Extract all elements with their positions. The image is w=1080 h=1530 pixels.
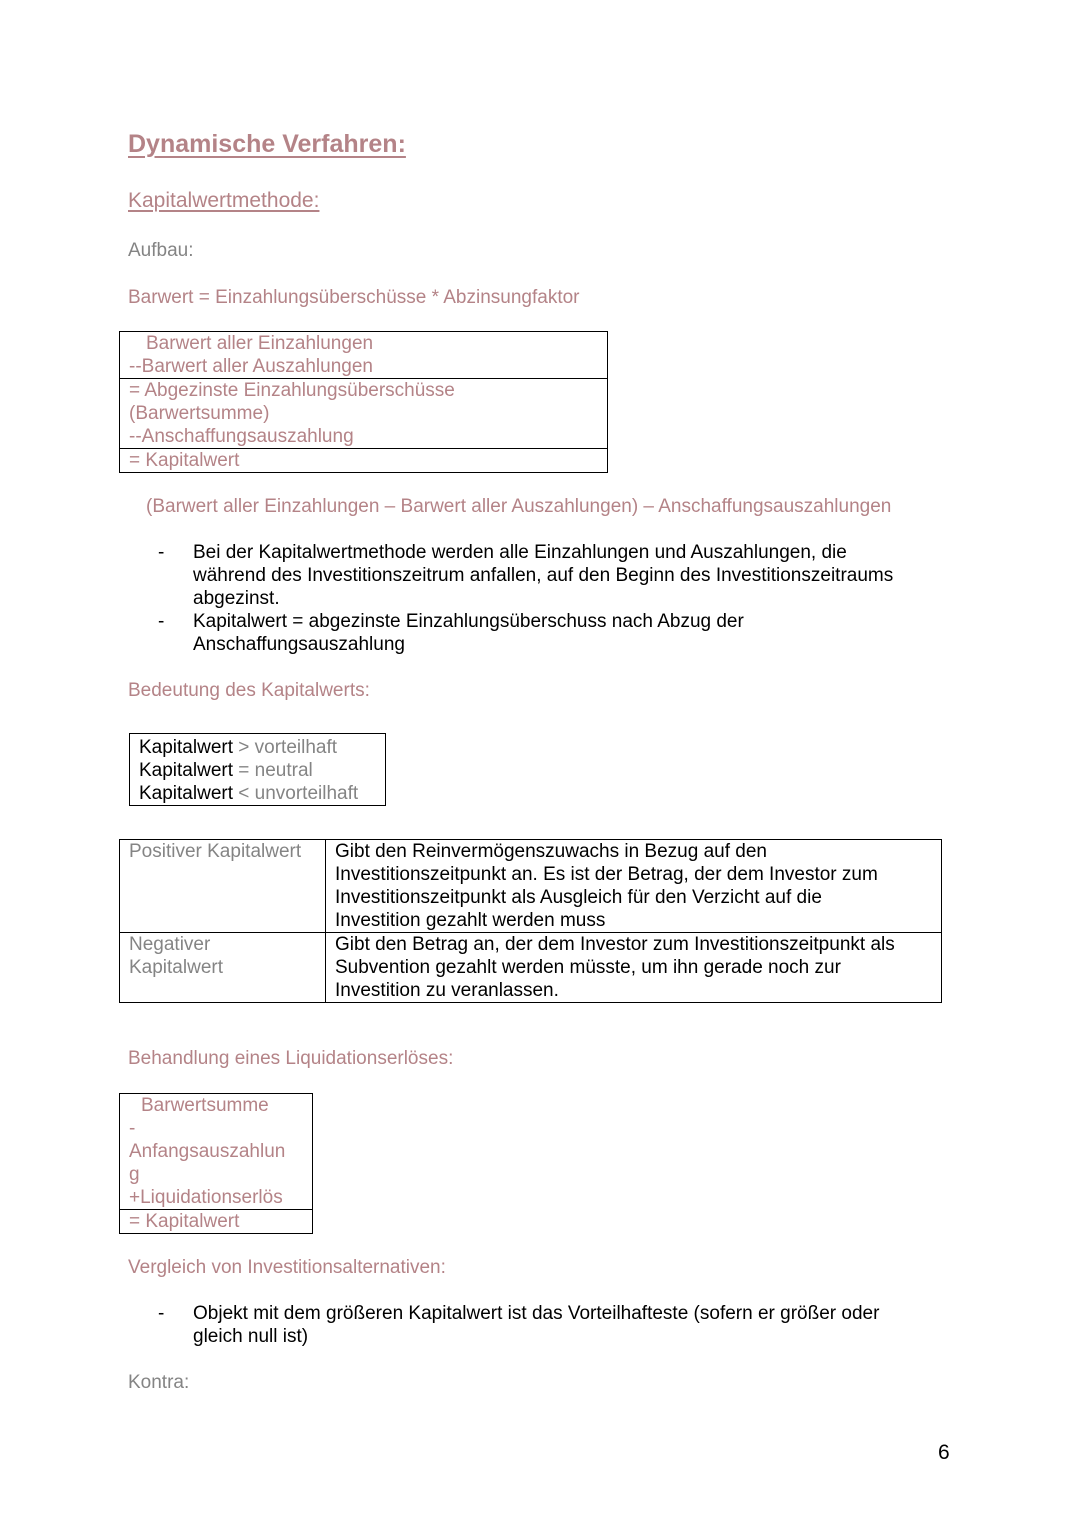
liquidation-row [120, 1209, 312, 1233]
bullet-line: Bei der Kapitalwertmethode werden alle Einzahlungen und Auszahlungen, die [193, 542, 847, 563]
comparison-description-line: Investitionszeitpunkt an. Es ist der Betrag, der dem Investor zum [335, 864, 878, 885]
bullet-line: Objekt mit dem größeren Kapitalwert ist das Vorteilhafteste (sofern er größer oder [193, 1303, 880, 1324]
scheme-line: --Anschaffungsauszahlung [129, 426, 354, 447]
bullet-text [193, 1302, 879, 1348]
liquidation-line: +Liquidationserlös [129, 1187, 283, 1208]
comparison-label-line: Negativer [129, 934, 211, 955]
meaning-term: Kapitalwert [139, 783, 233, 804]
liquidation-line: Anfangsauszahlun [129, 1141, 286, 1162]
meaning-relation: = neutral [233, 760, 313, 781]
liquidation-line: Barwertsumme [141, 1095, 269, 1116]
comparison-label [120, 933, 326, 1003]
bullet-text [193, 610, 744, 656]
kapitalwert-meaning-box [129, 733, 386, 806]
comparison-description-line: Investitionszeitpunkt als Ausgleich für den Verzicht auf die [335, 887, 822, 908]
comparison-label [120, 840, 326, 933]
kontra-label: Kontra: [128, 1372, 190, 1393]
meaning-relation: < unvorteilhaft [233, 783, 359, 804]
liquidation-line: - [129, 1118, 136, 1139]
bullet-dash: - [158, 611, 165, 632]
comparison-description-line: Investition zu veranlassen. [335, 980, 559, 1001]
comparison-description [326, 933, 942, 1003]
liquidation-row [120, 1094, 312, 1209]
scheme-line: --Barwert aller Auszahlungen [129, 356, 373, 377]
scheme-row [120, 378, 607, 448]
meaning-line [139, 736, 385, 759]
kapitalwert-comparison-table [119, 839, 942, 1003]
bedeutung-label: Bedeutung des Kapitalwerts: [128, 680, 370, 701]
bullet-text [193, 541, 893, 610]
meaning-line [139, 782, 385, 805]
liquidation-line: = Kapitalwert [129, 1211, 240, 1232]
vergleich-label: Vergleich von Investitionsalternativen: [128, 1257, 446, 1278]
bullet-line: gleich null ist) [193, 1326, 309, 1347]
barwert-formula: Barwert = Einzahlungsüberschüsse * Abzinsungfaktor [128, 287, 580, 308]
scheme-line: = Abgezinste Einzahlungsüberschüsse [129, 380, 455, 401]
bullet-line: abgezinst. [193, 588, 280, 609]
scheme-row [120, 332, 607, 378]
comparison-label-line: Positiver Kapitalwert [129, 841, 302, 862]
page-number: 6 [938, 1441, 950, 1464]
section-heading-kapitalwertmethode: Kapitalwertmethode: [128, 189, 320, 212]
meaning-line [139, 759, 385, 782]
bullet-dash: - [158, 542, 165, 563]
comparison-label-line: Kapitalwert [129, 957, 223, 978]
comparison-row [120, 840, 942, 933]
meaning-term: Kapitalwert [139, 760, 233, 781]
comparison-description-line: Gibt den Betrag an, der dem Investor zum Investitionszeitpunkt als [335, 934, 895, 955]
comparison-description-line: Gibt den Reinvermögenszuwachs in Bezug auf den [335, 841, 767, 862]
liquidation-label: Behandlung eines Liquidationserlöses: [128, 1048, 454, 1069]
comparison-row [120, 933, 942, 1003]
meaning-term: Kapitalwert [139, 737, 233, 758]
scheme-line: Barwert aller Einzahlungen [146, 333, 374, 354]
bullet-line: während des Investitionszeitrum anfallen, auf den Beginn des Investitionszeitraums [193, 565, 894, 586]
bullet-line: Kapitalwert = abgezinste Einzahlungsüberschuss nach Abzug der [193, 611, 744, 632]
page-heading: Dynamische Verfahren: [128, 130, 406, 158]
comparison-description-line: Subvention gezahlt werden müsste, um ihn gerade noch zur [335, 957, 841, 978]
bullet-dash: - [158, 1303, 165, 1324]
liquidation-line: g [129, 1164, 140, 1185]
kapitalwert-scheme-box [119, 331, 608, 473]
meaning-relation: > vorteilhaft [233, 737, 338, 758]
scheme-line: = Kapitalwert [129, 450, 240, 471]
comparison-description [326, 840, 942, 933]
bullet-line: Anschaffungsauszahlung [193, 634, 405, 655]
scheme-row [120, 448, 607, 472]
liquidation-scheme-box [119, 1093, 313, 1234]
comparison-description-line: Investition gezahlt werden muss [335, 910, 606, 931]
aufbau-label: Aufbau: [128, 240, 194, 261]
kapitalwert-formula-line: (Barwert aller Einzahlungen – Barwert aller Auszahlungen) – Anschaffungsauszahlungen [146, 496, 892, 517]
scheme-line: (Barwertsumme) [129, 403, 270, 424]
